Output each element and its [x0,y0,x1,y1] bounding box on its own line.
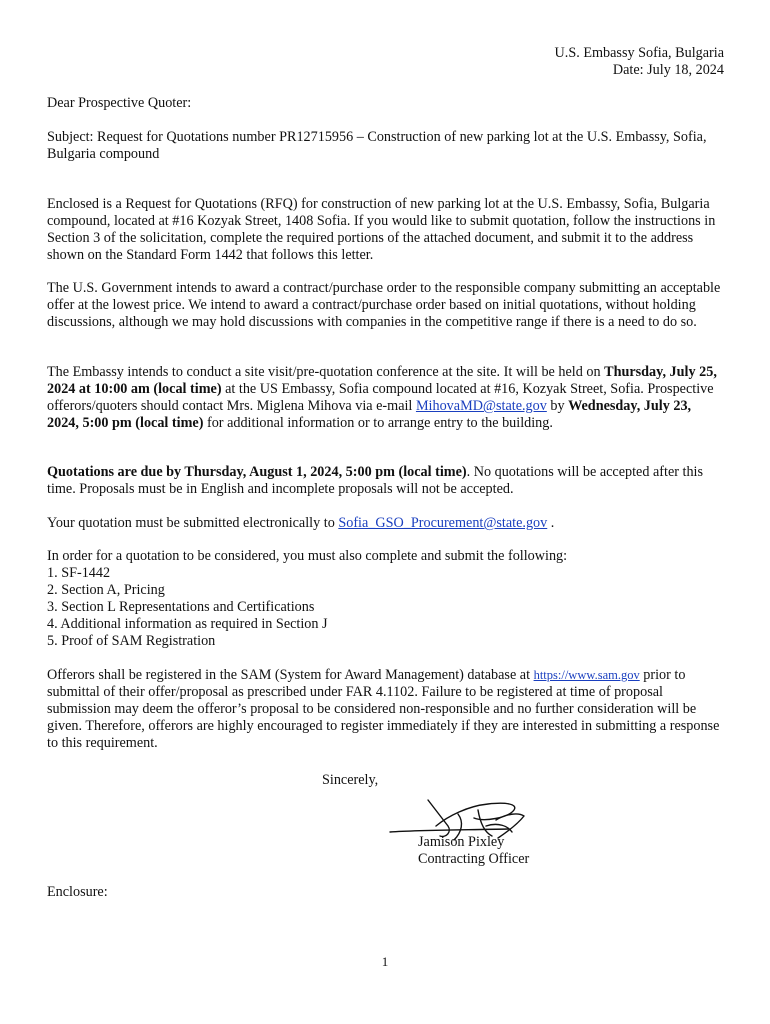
letter-date: Date: July 18, 2024 [612,62,724,78]
text-span: Offerors shall be registered in the SAM (System for Award Management) database at [47,667,534,683]
salutation-text: Dear Prospective Quoter: [47,95,192,111]
quotation-due-date: Quotations are due by Thursday, August 1, 2024, 5:00 pm (local time) [47,464,467,480]
text-span: prior to submittal of their offer/proposal as prescribed under FAR 4.1102. Failure to be registered at time of proposal submission may deem the offeror’s proposal to be considered non-responsible and no further consideration will be given. Therefore, offerors are highly encouraged to register immediately if they are interested in submitting a response to this requirement. [47,667,720,751]
text-span: . No quotations will be accepted after this time. Proposals must be in English and incomplete proposals will not be accepted. [47,464,704,497]
salutation [47,95,723,112]
paragraph-due-date [47,464,723,498]
contact-deadline: Wednesday, July 23, 2024, 5:00 pm (local time) [47,398,692,431]
sender-location: U.S. Embassy Sofia, Bulgaria [554,45,724,61]
contact-email-link[interactable]: MihovaMD@state.gov [415,398,547,414]
procurement-email-link[interactable]: Sofia_GSO_Procurement@state.gov [338,515,548,531]
paragraph-site-visit [47,364,723,432]
requirements-intro: In order for a quotation to be considered, you must also complete and submit the following: [47,548,568,564]
requirements-list [47,565,723,650]
signer-title: Contracting Officer [418,851,530,867]
paragraph-text [47,464,723,498]
paragraph-enclosed-rfq [47,196,723,264]
signer-name: Jamison Pixley [418,834,505,850]
paragraph-sam-registration [47,667,723,752]
subject-text: Subject: Request for Quotations number PR12715956 – Construction of new parking lot at the U.S. Embassy, Sofia, Bulgaria compound [47,129,707,162]
requirements-section [47,548,723,650]
paragraph-text [47,364,723,432]
text-span: for additional information or to arrange entry to the building. [203,415,553,431]
list-item: 1. SF-1442 [47,565,111,581]
paragraph-text [47,667,723,752]
paragraph-submission [47,515,723,532]
text-span: The Embassy intends to conduct a site visit/pre-quotation conference at the site. It will be held on [47,364,605,380]
list-item: 2. Section A, Pricing [47,582,165,598]
site-visit-datetime: Thursday, July 25, 2024 at 10:00 am (local time) [47,364,717,397]
sam-website-link[interactable]: https://www.sam.gov [533,668,640,682]
subject-line [47,129,723,163]
enclosure-label [47,884,723,901]
text-span: Your quotation must be submitted electronically to [47,515,339,531]
list-item: 5. Proof of SAM Registration [47,633,216,649]
paragraph-text: The U.S. Government intends to award a contract/purchase order to the responsible company submitting an acceptable offer at the lowest price. We intend to award a contract/purchase order based on initial quotations, without holding discussions, although we may hold discussions with companies in the competitive range if there is a need to do so. [47,280,721,330]
letter-header [555,45,724,79]
paragraph-text: Enclosed is a Request for Quotations (RFQ) for construction of new parking lot at the U.S. Embassy, Sofia, Bulgaria compound, located at #16 Kozyak Street, 1408 Sofia. If you would like to submit quotation, follow the instructions in Section 3 of the solicitation, complete the required portions of the attached document, and submit it to the address shown on the Standard Form 1442 that follows this letter. [47,196,716,263]
list-item: 3. Section L Representations and Certifications [47,599,315,615]
paragraph-text [47,515,723,532]
text-span: . [547,515,555,531]
signature-block [418,834,529,868]
page-number: 1 [381,954,389,969]
paragraph-award-intent [47,280,723,331]
text-span: by [546,398,569,414]
enclosure-text: Enclosure: [47,884,108,900]
closing: Sincerely, [322,772,379,788]
text-span: at the US Embassy, Sofia compound located at #16, Kozyak Street, Sofia. Prospective offerors/quoters should contact Mrs. Miglena Mihova via e-mail [47,381,714,414]
list-item: 4. Additional information as required in Section J [47,616,328,632]
